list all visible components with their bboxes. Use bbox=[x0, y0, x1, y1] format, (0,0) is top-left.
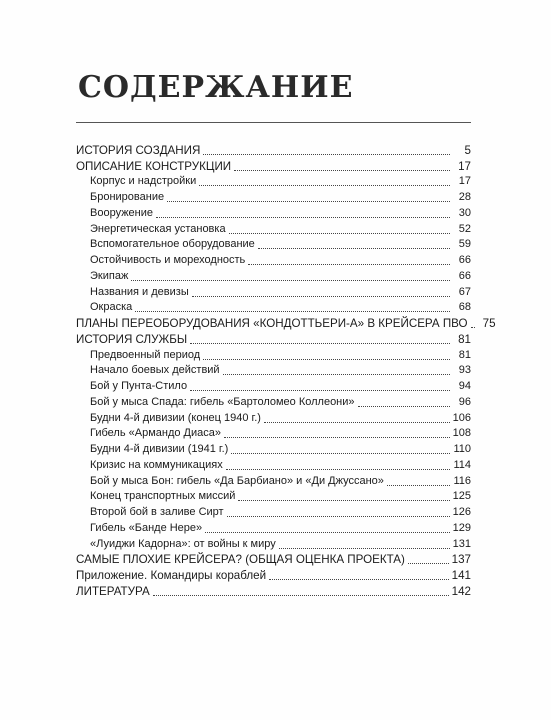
toc-entry bbox=[76, 552, 471, 568]
toc-entry-page-number: 59 bbox=[458, 238, 471, 251]
toc-entry-label: Конец транспортных миссий bbox=[90, 490, 236, 503]
dot-leader bbox=[264, 422, 450, 423]
toc-entry-label: Начало боевых действий bbox=[90, 364, 220, 377]
dot-leader bbox=[223, 374, 450, 375]
toc-entry bbox=[76, 489, 471, 505]
dot-leader bbox=[190, 390, 450, 391]
toc-entry bbox=[76, 363, 471, 379]
toc-entry-page-number: 5 bbox=[464, 143, 471, 157]
toc-entry-page-number: 66 bbox=[458, 269, 471, 282]
toc-entry bbox=[76, 174, 471, 190]
toc-entry-page-number: 96 bbox=[458, 395, 471, 408]
toc-entry bbox=[76, 237, 471, 253]
toc-entry-page-number: 116 bbox=[453, 474, 471, 487]
toc-entry bbox=[76, 284, 471, 300]
toc-entry-page-number: 125 bbox=[452, 490, 471, 503]
dot-leader bbox=[199, 185, 450, 186]
dot-leader bbox=[234, 170, 450, 171]
toc-entry-page-number: 108 bbox=[452, 427, 471, 440]
toc-entry bbox=[76, 410, 471, 426]
toc-entry-page-number: 52 bbox=[458, 222, 471, 235]
toc-entry-label: ИСТОРИЯ СЛУЖБЫ bbox=[76, 332, 188, 346]
toc-entry-page-number: 142 bbox=[451, 584, 471, 598]
toc-entry bbox=[76, 268, 471, 284]
toc-entry-page-number: 81 bbox=[458, 332, 471, 346]
dot-leader bbox=[248, 264, 450, 265]
toc-entry-label: «Луиджи Кадорна»: от войны к миру bbox=[90, 537, 276, 550]
toc-entry-page-number: 81 bbox=[458, 348, 471, 361]
toc-entry-label: Вооружение bbox=[90, 206, 154, 219]
toc-entry bbox=[76, 378, 471, 394]
dot-leader bbox=[269, 579, 449, 580]
toc-entry-page-number: 17 bbox=[458, 159, 471, 173]
toc-entry-label: Экипаж bbox=[90, 269, 129, 282]
dot-leader bbox=[229, 233, 450, 234]
dot-leader bbox=[408, 563, 449, 564]
toc-entry-label: Названия и девизы bbox=[90, 285, 189, 298]
toc-entry-page-number: 129 bbox=[452, 521, 471, 534]
toc-entry-page-number: 137 bbox=[451, 553, 471, 567]
toc-entry bbox=[76, 189, 471, 205]
toc-entry bbox=[76, 441, 471, 457]
toc-entry-label: Будни 4-й дивизии (1941 г.) bbox=[90, 443, 229, 455]
toc-entry bbox=[76, 473, 471, 489]
toc-entry-page-number: 66 bbox=[458, 254, 471, 266]
dot-leader bbox=[358, 406, 450, 407]
toc-entry bbox=[76, 315, 496, 331]
toc-entry bbox=[76, 520, 471, 536]
toc-entry-label: САМЫЕ ПЛОХИЕ КРЕЙСЕРА? (ОБЩАЯ ОЦЕНКА ПРОЕКТА) bbox=[76, 553, 405, 567]
toc-entry-label: Кризис на коммуникациях bbox=[90, 458, 223, 471]
toc-entry bbox=[76, 426, 471, 442]
toc-entry-page-number: 131 bbox=[452, 537, 471, 550]
toc-entry-page-number: 30 bbox=[458, 206, 471, 219]
toc-entry-page-number: 75 bbox=[482, 317, 496, 330]
dot-leader bbox=[387, 485, 450, 486]
toc-entry bbox=[76, 158, 471, 174]
toc-entry-label: Бронирование bbox=[90, 191, 165, 203]
toc-entry-label: Корпус и надстройки bbox=[90, 175, 197, 188]
dot-leader bbox=[167, 201, 450, 202]
toc-entry-page-number: 126 bbox=[452, 506, 471, 518]
dot-leader bbox=[190, 343, 450, 344]
toc-entry-page-number: 67 bbox=[458, 285, 471, 298]
toc-entry bbox=[76, 252, 471, 268]
toc-entry bbox=[76, 457, 471, 473]
toc-entry-label: Приложение. Командиры кораблей bbox=[76, 569, 267, 582]
dot-leader bbox=[135, 311, 450, 312]
toc-entry-label: Второй бой в заливе Сирт bbox=[90, 506, 224, 518]
toc-entry-label: Энергетическая установка bbox=[90, 222, 226, 235]
toc-entry bbox=[76, 567, 471, 583]
dot-leader bbox=[471, 327, 475, 328]
toc-entry-page-number: 68 bbox=[458, 301, 471, 314]
toc-entry-label: Окраска bbox=[90, 301, 133, 314]
dot-leader bbox=[258, 248, 450, 249]
toc-entry-label: Гибель «Банде Нере» bbox=[90, 521, 203, 534]
toc-entry bbox=[76, 504, 471, 520]
dot-leader bbox=[153, 595, 449, 596]
toc-entry bbox=[76, 394, 471, 410]
toc-entry bbox=[76, 583, 471, 599]
dot-leader bbox=[203, 359, 450, 360]
dot-leader bbox=[279, 548, 450, 549]
toc-entry-label: Вспомогательное оборудование bbox=[90, 238, 255, 251]
page-title: СОДЕРЖАНИЕ bbox=[78, 70, 354, 105]
toc-entry bbox=[76, 205, 471, 221]
toc-entry-label: Будни 4-й дивизии (конец 1940 г.) bbox=[90, 411, 261, 424]
toc-entry bbox=[76, 347, 471, 363]
toc-entry-page-number: 93 bbox=[458, 364, 471, 377]
toc-entry-label: Предвоенный период bbox=[90, 348, 201, 361]
toc-entry-label: ЛИТЕРАТУРА bbox=[76, 584, 150, 598]
dot-leader bbox=[227, 516, 450, 517]
toc-entry-label: Бой у Пунта-Стило bbox=[90, 380, 188, 392]
toc-entry-page-number: 94 bbox=[458, 380, 471, 392]
toc-entry-label: Бой у мыса Бон: гибель «Да Барбиано» и «Ди Джуссано» bbox=[90, 474, 384, 487]
toc-entry-label: ИСТОРИЯ СОЗДАНИЯ bbox=[76, 143, 201, 157]
toc-entry-page-number: 110 bbox=[453, 443, 471, 455]
toc-entry bbox=[76, 300, 471, 316]
toc-entry bbox=[76, 536, 471, 552]
dot-leader bbox=[224, 437, 450, 438]
toc-entry-label: ОПИСАНИЕ КОНСТРУКЦИИ bbox=[76, 159, 232, 173]
dot-leader bbox=[203, 154, 450, 155]
toc-entry-page-number: 17 bbox=[458, 175, 471, 188]
toc-entry-page-number: 28 bbox=[458, 191, 471, 203]
table-of-contents bbox=[76, 142, 496, 599]
toc-entry bbox=[76, 331, 471, 347]
dot-leader bbox=[231, 453, 450, 454]
title-rule bbox=[76, 122, 471, 123]
dot-leader bbox=[156, 217, 450, 218]
toc-entry bbox=[76, 221, 471, 237]
dot-leader bbox=[238, 500, 449, 501]
dot-leader bbox=[226, 469, 450, 470]
toc-entry bbox=[76, 142, 471, 158]
toc-entry-page-number: 114 bbox=[453, 458, 471, 471]
toc-entry-label: Гибель «Армандо Диаса» bbox=[90, 427, 221, 440]
dot-leader bbox=[205, 532, 449, 533]
toc-entry-label: ПЛАНЫ ПЕРЕОБОРУДОВАНИЯ «КОНДОТТЬЕРИ-А» В КРЕЙСЕРА ПВО bbox=[76, 317, 468, 330]
dot-leader bbox=[192, 296, 450, 297]
toc-entry-page-number: 141 bbox=[451, 569, 471, 582]
dot-leader bbox=[131, 280, 450, 281]
toc-entry-label: Бой у мыса Спада: гибель «Бартоломео Коллеони» bbox=[90, 395, 355, 408]
toc-entry-page-number: 106 bbox=[452, 411, 471, 424]
toc-entry-label: Остойчивость и мореходность bbox=[90, 254, 246, 266]
